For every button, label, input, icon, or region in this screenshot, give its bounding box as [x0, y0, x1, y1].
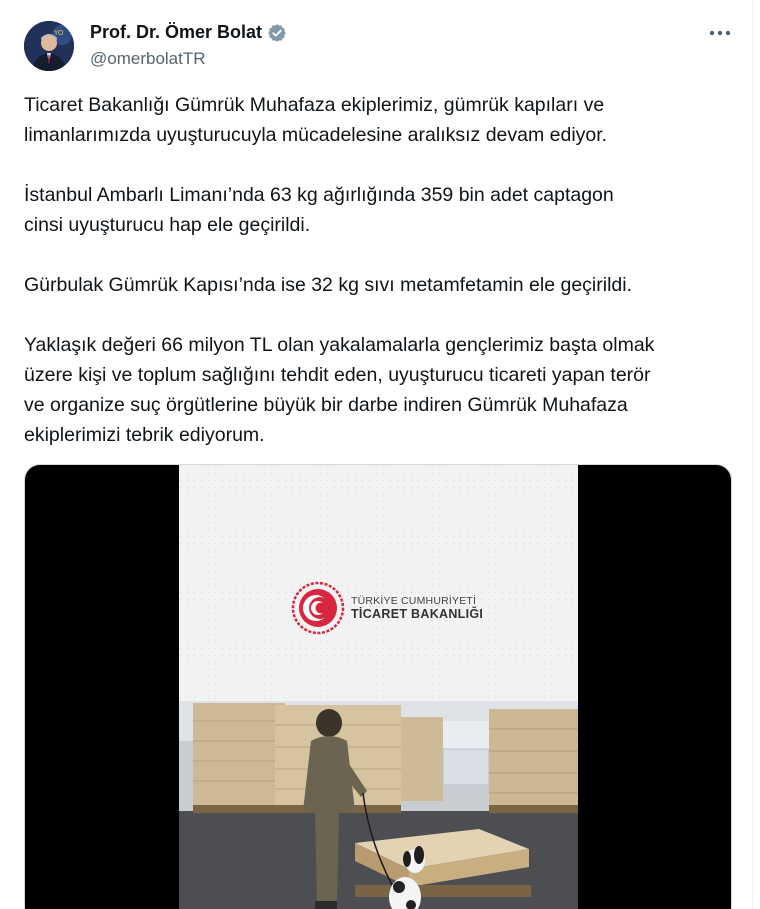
logo-text-line1: TÜRKİYE CUMHURİYETİ	[351, 595, 477, 607]
more-options-button[interactable]	[706, 22, 734, 44]
ministry-logo	[291, 581, 483, 635]
tweet-paragraph	[24, 180, 739, 240]
video-frame	[179, 465, 578, 909]
tweet-line: Yaklaşık değeri 66 milyon TL olan yakalamalarla gençlerimiz başta olmak	[24, 334, 655, 356]
warehouse-scene-image	[179, 701, 578, 909]
tweet-line: İstanbul Ambarlı Limanı’nda 63 kg ağırlığında 359 bin adet captagon	[24, 184, 614, 206]
tweet-line: cinsi uyuşturucu hap ele geçirildi.	[24, 214, 311, 236]
tweet-line: ekiplerimizi tebrik ediyorum.	[24, 424, 265, 446]
verified-badge-icon	[267, 23, 287, 43]
tweet-paragraph	[24, 330, 739, 450]
tweet-line: Ticaret Bakanlığı Gümrük Muhafaza ekiplerimiz, gümrük kapıları ve	[24, 94, 605, 116]
tweet-line: Gürbulak Gümrük Kapısı’nda ise 32 kg sıvı metamfetamin ele geçirildi.	[24, 274, 633, 296]
tweet-paragraph	[24, 90, 739, 150]
tweet-text	[24, 90, 739, 450]
author-display-name[interactable]: Prof. Dr. Ömer Bolat	[90, 22, 263, 42]
logo-text-line2: TİCARET BAKANLIĞI	[351, 607, 484, 621]
author-avatar[interactable]	[24, 21, 74, 71]
tweet-line: üzere kişi ve toplum sağlığını tehdit eden, uyuşturucu ticareti yapan terör	[24, 364, 651, 386]
avatar-photo-icon	[24, 21, 74, 71]
video-player[interactable]	[24, 464, 732, 909]
svg-text:YO: YO	[54, 29, 64, 37]
tweet-paragraph	[24, 270, 739, 300]
tweet-line: ve organize suç örgütlerine büyük bir darbe indiren Gümrük Muhafaza	[24, 394, 628, 416]
author-handle[interactable]: @omerbolatTR	[90, 49, 206, 68]
ministry-emblem-icon	[291, 581, 345, 635]
author-name-row	[90, 22, 287, 43]
more-horizontal-icon	[709, 30, 731, 36]
tweet-line: limanlarımızda uyuşturucuyla mücadelesine aralıksız devam ediyor.	[24, 124, 608, 146]
